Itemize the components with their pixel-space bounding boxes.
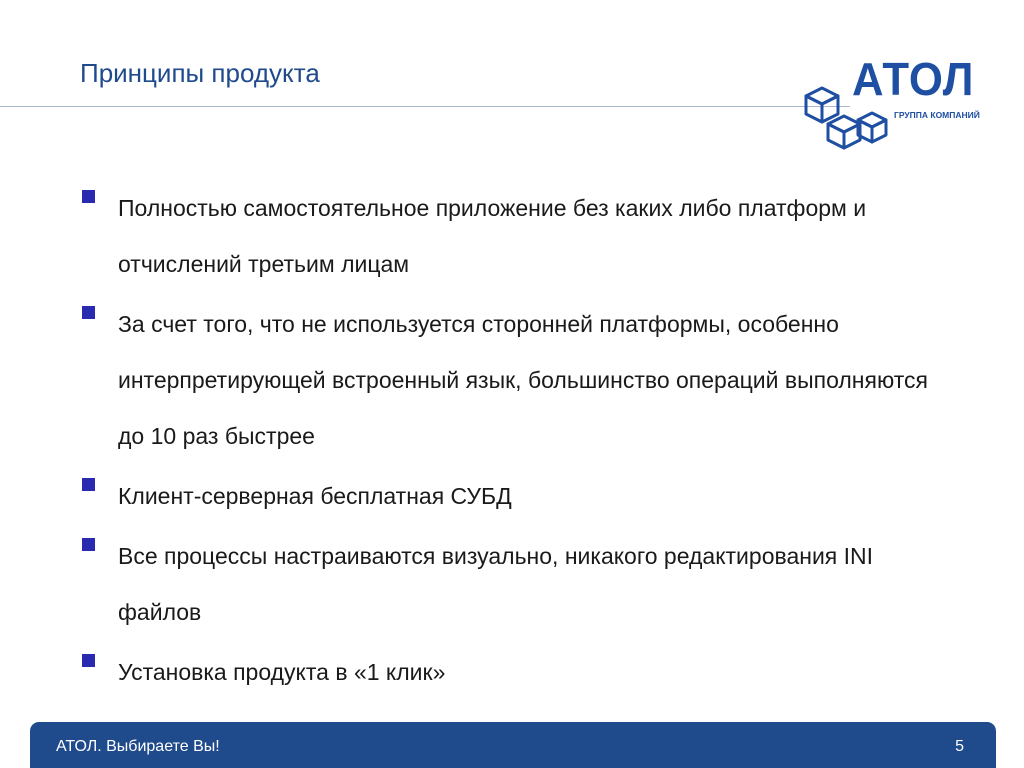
bullet-item <box>80 528 940 640</box>
square-bullet-icon <box>82 190 95 203</box>
logo-wordmark: АТОЛ <box>852 53 975 105</box>
atol-logo <box>800 52 990 152</box>
square-bullet-icon <box>82 306 95 319</box>
bullet-text: За счет того, что не используется сторонней платформы, особенно интерпретирующей встроенный язык, большинство операций выполняются до 10 раз быстрее <box>118 311 928 449</box>
footer-tagline: АТОЛ. Выбираете Вы! <box>56 738 220 755</box>
bullet-text: Клиент-серверная бесплатная СУБД <box>118 483 512 509</box>
bullet-list <box>80 180 940 704</box>
footer-bar <box>30 722 996 768</box>
title-divider <box>0 106 850 107</box>
slide-title: Принципы продукта <box>80 58 320 88</box>
bullet-item <box>80 180 940 292</box>
square-bullet-icon <box>82 538 95 551</box>
bullet-text: Установка продукта в «1 клик» <box>118 659 446 685</box>
logo-subtitle: ГРУППА КОМПАНИЙ <box>894 110 980 120</box>
square-bullet-icon <box>82 478 95 491</box>
bullet-item <box>80 468 940 524</box>
bullet-text: Полностью самостоятельное приложение без каких либо платформ и отчислений третьим лицам <box>118 195 867 277</box>
bullet-item <box>80 644 940 700</box>
bullet-text: Все процессы настраиваются визуально, никакого редактирования INI файлов <box>118 543 874 625</box>
bullet-item <box>80 296 940 464</box>
square-bullet-icon <box>82 654 95 667</box>
page-number: 5 <box>955 738 964 755</box>
